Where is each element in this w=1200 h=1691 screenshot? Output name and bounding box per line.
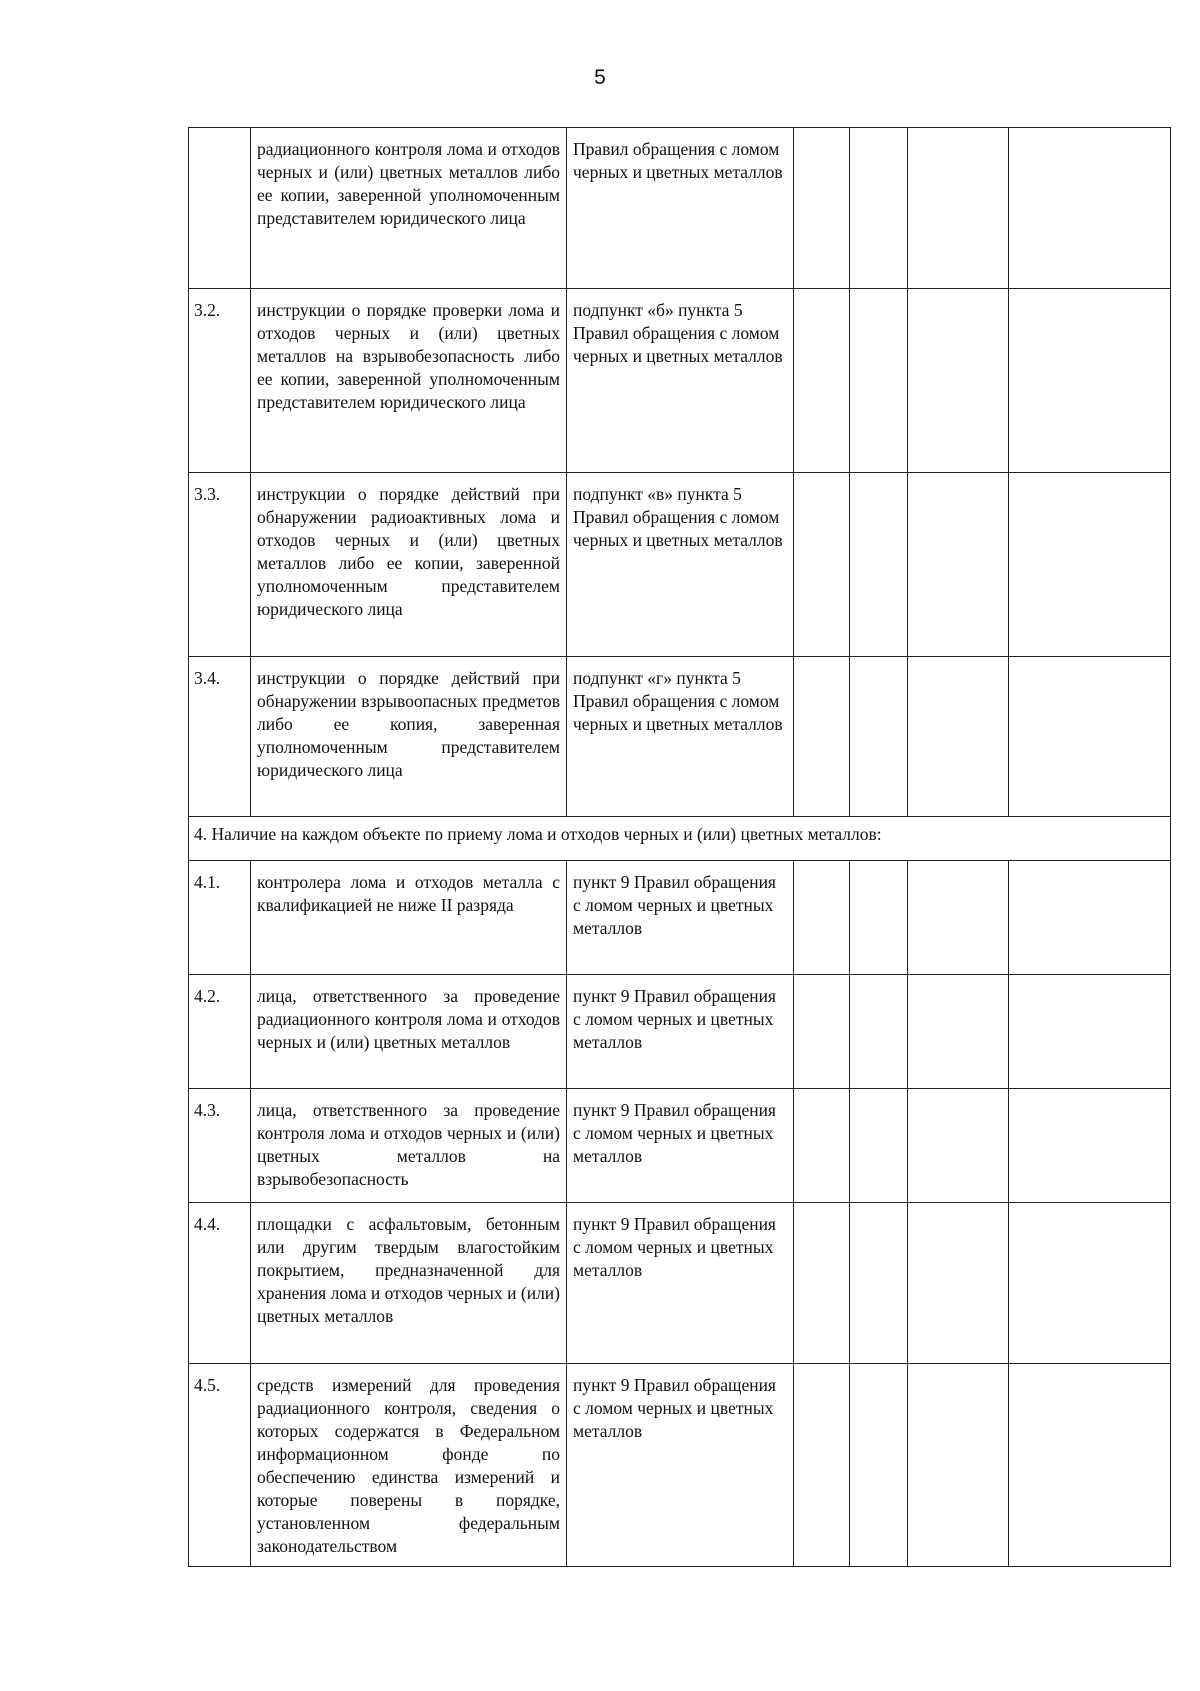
note-cell — [1009, 1203, 1171, 1364]
answer-cell-na — [908, 1089, 1009, 1203]
legal-basis: пункт 9 Правил обращения с ломом черных и цветных металлов — [567, 1364, 794, 1567]
section-4-title: 4. Наличие на каждом объекте по приему лома и отходов черных и (или) цветных металлов: — [189, 817, 1171, 861]
legal-basis: пункт 9 Правил обращения с ломом черных и цветных металлов — [567, 1089, 794, 1203]
answer-cell-no — [850, 128, 908, 289]
answer-cell-yes — [794, 975, 850, 1089]
row-number: 3.4. — [189, 657, 251, 817]
answer-cell-na — [908, 1203, 1009, 1364]
row-number: 4.2. — [189, 975, 251, 1089]
note-cell — [1009, 473, 1171, 657]
row-number: 3.3. — [189, 473, 251, 657]
requirement-text: контролера лома и отходов металла с квалификацией не ниже II разряда — [251, 861, 567, 975]
answer-cell-na — [908, 975, 1009, 1089]
requirement-text: инструкции о порядке проверки лома и отходов черных и (или) цветных металлов на взрывобезопасность либо ее копии, заверенной уполномоченным представителем юридического лица — [251, 289, 567, 473]
section-header-row — [189, 817, 1171, 861]
answer-cell-na — [908, 289, 1009, 473]
answer-cell-yes — [794, 1364, 850, 1567]
note-cell — [1009, 1364, 1171, 1567]
note-cell — [1009, 289, 1171, 473]
answer-cell-na — [908, 473, 1009, 657]
requirement-text: радиационного контроля лома и отходов черных и (или) цветных металлов либо ее копии, заверенной уполномоченным представителем юридического лица — [251, 128, 567, 289]
row-number: 4.5. — [189, 1364, 251, 1567]
answer-cell-yes — [794, 1089, 850, 1203]
answer-cell-yes — [794, 861, 850, 975]
requirement-text: средств измерений для проведения радиационного контроля, сведения о которых содержатся в Федеральном информационном фонде по обеспечению единства измерений и которые поверены в порядке, установленном федеральным законодательством — [251, 1364, 567, 1567]
answer-cell-no — [850, 289, 908, 473]
table-row — [189, 1089, 1171, 1203]
answer-cell-yes — [794, 473, 850, 657]
row-number: 4.4. — [189, 1203, 251, 1364]
legal-basis: пункт 9 Правил обращения с ломом черных и цветных металлов — [567, 861, 794, 975]
answer-cell-no — [850, 657, 908, 817]
legal-basis: подпункт «г» пункта 5 Правил обращения с ломом черных и цветных металлов — [567, 657, 794, 817]
answer-cell-no — [850, 1089, 908, 1203]
table-row — [189, 289, 1171, 473]
answer-cell-na — [908, 1364, 1009, 1567]
answer-cell-no — [850, 861, 908, 975]
row-number — [189, 128, 251, 289]
answer-cell-yes — [794, 128, 850, 289]
table-row — [189, 128, 1171, 289]
row-number: 4.1. — [189, 861, 251, 975]
table-row — [189, 861, 1171, 975]
requirement-text: лица, ответственного за проведение контроля лома и отходов черных и (или) цветных металлов на взрывобезопасность — [251, 1089, 567, 1203]
legal-basis: подпункт «б» пункта 5 Правил обращения с ломом черных и цветных металлов — [567, 289, 794, 473]
answer-cell-no — [850, 975, 908, 1089]
requirement-text: площадки с асфальтовым, бетонным или другим твердым влагостойким покрытием, предназначенной для хранения лома и отходов черных и (или) цветных металлов — [251, 1203, 567, 1364]
answer-cell-yes — [794, 657, 850, 817]
table-row — [189, 1203, 1171, 1364]
legal-basis: Правил обращения с ломом черных и цветных металлов — [567, 128, 794, 289]
requirement-text: лица, ответственного за проведение радиационного контроля лома и отходов черных и (или) цветных металлов — [251, 975, 567, 1089]
note-cell — [1009, 861, 1171, 975]
answer-cell-no — [850, 1364, 908, 1567]
note-cell — [1009, 128, 1171, 289]
checklist-table — [188, 127, 1171, 1567]
note-cell — [1009, 657, 1171, 817]
answer-cell-no — [850, 473, 908, 657]
table-row — [189, 1364, 1171, 1567]
page-number: 5 — [594, 66, 606, 89]
row-number: 3.2. — [189, 289, 251, 473]
table-row — [189, 657, 1171, 817]
requirement-text: инструкции о порядке действий при обнаружении взрывоопасных предметов либо ее копия, заверенная уполномоченным представителем юридического лица — [251, 657, 567, 817]
note-cell — [1009, 1089, 1171, 1203]
legal-basis: подпункт «в» пункта 5 Правил обращения с ломом черных и цветных металлов — [567, 473, 794, 657]
note-cell — [1009, 975, 1171, 1089]
answer-cell-na — [908, 128, 1009, 289]
answer-cell-yes — [794, 289, 850, 473]
answer-cell-na — [908, 861, 1009, 975]
answer-cell-na — [908, 657, 1009, 817]
table-row — [189, 473, 1171, 657]
answer-cell-no — [850, 1203, 908, 1364]
row-number: 4.3. — [189, 1089, 251, 1203]
answer-cell-yes — [794, 1203, 850, 1364]
requirement-text: инструкции о порядке действий при обнаружении радиоактивных лома и отходов черных и (или) цветных металлов либо ее копии, заверенной уполномоченным представителем юридического лица — [251, 473, 567, 657]
legal-basis: пункт 9 Правил обращения с ломом черных и цветных металлов — [567, 1203, 794, 1364]
legal-basis: пункт 9 Правил обращения с ломом черных и цветных металлов — [567, 975, 794, 1089]
table-row — [189, 975, 1171, 1089]
